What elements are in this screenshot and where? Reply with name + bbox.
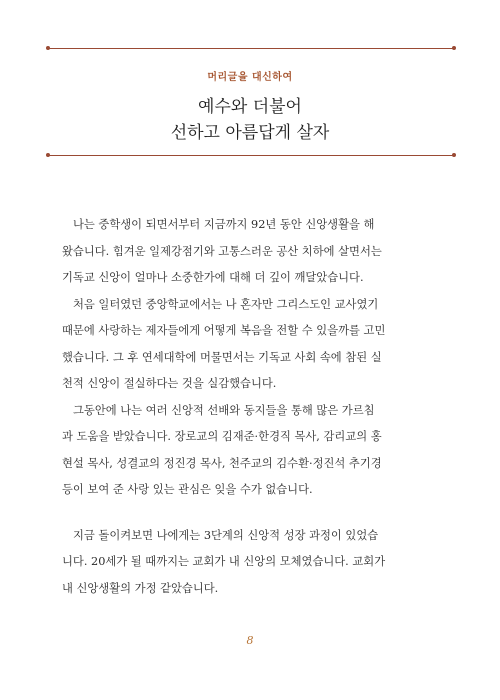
paragraph-line: 했습니다. 그 후 연세대학에 머물면서는 기독교 사회 속에 참된 실 xyxy=(62,350,382,364)
paragraph-line: 천적 신앙이 절실하다는 것을 실감했습니다. xyxy=(62,377,277,390)
page-number: 8 xyxy=(246,634,254,647)
paragraph-2 xyxy=(62,292,440,398)
header-top-rule xyxy=(48,48,454,49)
paragraph-line: 나는 중학생이 되면서부터 지금까지 92년 동안 신앙생활을 해 xyxy=(73,218,375,231)
header-bottom-rule xyxy=(48,155,454,156)
chapter-title-line-1: 예수와 더불어 xyxy=(198,97,302,117)
paragraph-line: 니다. 20세가 될 때까지는 교회가 내 신앙의 모체였습니다. 교회가 xyxy=(62,555,386,568)
paragraph-line: 때문에 사랑하는 제자들에게 어떻게 복음을 전할 수 있을까를 고민 xyxy=(62,324,386,337)
paragraph-3 xyxy=(62,398,440,504)
paragraph-4 xyxy=(62,523,440,603)
chapter-title xyxy=(0,94,500,146)
paragraph-gap xyxy=(62,504,440,523)
paragraph-line: 지금 돌이켜보면 나에게는 3단계의 신앙적 성장 과정이 있었습 xyxy=(73,528,379,542)
paragraph-line: 과 도움을 받았습니다. 장로교의 김재준·한경직 목사, 감리교의 홍 xyxy=(62,430,382,443)
section-kicker: 머리글을 대신하여 xyxy=(207,72,293,83)
paragraph-line: 내 신앙생활의 가정 같았습니다. xyxy=(62,581,219,595)
paragraph-line: 현설 목사, 성결교의 정진경 목사, 천주교의 김수환·정진석 추기경 xyxy=(62,456,382,470)
paragraph-1 xyxy=(62,212,440,292)
paragraph-line: 기독교 신앙이 얼마나 소중한가에 대해 더 깊이 깨달았습니다. xyxy=(62,271,364,284)
chapter-title-line-2: 선하고 아름답게 살자 xyxy=(170,123,330,143)
paragraph-line: 등이 보여 준 사랑 있는 관심은 잊을 수가 없습니다. xyxy=(62,483,313,496)
paragraph-line: 처음 일터였던 중앙학교에서는 나 혼자만 그리스도인 교사였기 xyxy=(73,297,379,311)
paragraph-line: 그동안에 나는 여러 신앙적 선배와 동지들을 통해 많은 가르침 xyxy=(73,403,375,417)
body-text xyxy=(62,212,440,602)
paragraph-line: 왔습니다. 힘겨운 일제강점기와 고통스러운 공산 치하에 살면서는 xyxy=(62,244,382,258)
